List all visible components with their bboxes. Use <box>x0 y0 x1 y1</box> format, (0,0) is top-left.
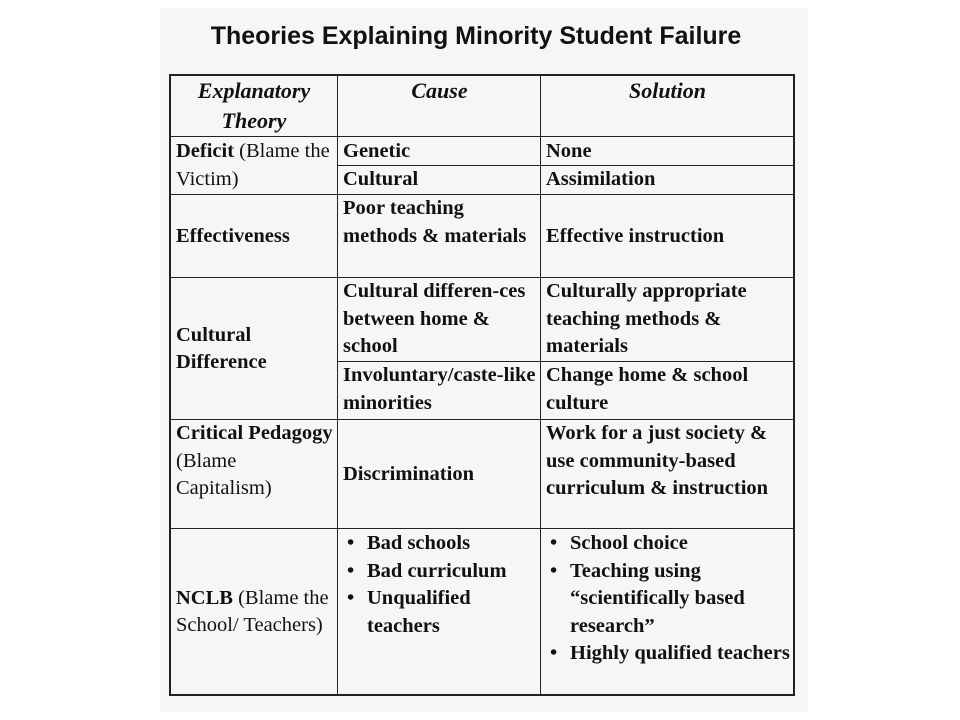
list-item: • School choice <box>546 530 791 558</box>
cause-cultural: Cultural <box>343 168 419 190</box>
cause-involuntary-minorities: Involuntary/caste-like minorities <box>343 364 536 414</box>
header-cause: Cause <box>411 78 468 103</box>
theories-table <box>169 74 795 696</box>
solution-assimilation: Assimilation <box>546 168 656 190</box>
cause-poor-teaching: Poor teaching methods & materials <box>343 197 527 247</box>
cause-genetic: Genetic <box>343 140 411 162</box>
theory-deficit: Deficit (Blame the Victim) <box>176 140 330 190</box>
nclb-causes-list <box>343 530 540 640</box>
row-divider <box>171 136 793 137</box>
page-title: Theories Explaining Minority Student Failure <box>210 22 742 50</box>
column-divider <box>540 76 541 694</box>
column-divider <box>337 76 338 694</box>
list-item: • Teaching using “scientifically based research” <box>546 558 791 641</box>
header-solution: Solution <box>628 78 707 103</box>
solution-none: None <box>546 140 592 162</box>
solution-change-culture: Change home & school culture <box>546 364 749 414</box>
solution-just-society: Work for a just society & use community-based curriculum & instruction <box>546 422 769 499</box>
nclb-solutions-list <box>546 530 791 668</box>
solution-culturally-appropriate: Culturally appropriate teaching methods & materials <box>546 280 747 357</box>
header-explanatory-theory: Explanatory Theory <box>197 78 311 133</box>
list-item: • Highly qualified teachers <box>546 640 791 668</box>
theory-critical-pedagogy: Critical Pedagogy (Blame Capitalism) <box>176 422 333 499</box>
theory-effectiveness: Effectiveness <box>176 224 290 247</box>
list-item: • Bad curriculum <box>343 558 540 586</box>
cause-cultural-differences: Cultural differen-ces between home & school <box>343 280 526 357</box>
list-item: • Bad schools <box>343 530 540 558</box>
theory-nclb: NCLB (Blame the School/ Teachers) <box>176 586 329 636</box>
solution-effective-instruction: Effective instruction <box>546 224 725 247</box>
cause-discrimination: Discrimination <box>343 462 474 485</box>
theory-cultural-difference: Cultural Difference <box>176 323 267 373</box>
row-divider <box>171 528 793 529</box>
list-item: • Unqualified teachers <box>343 585 540 640</box>
